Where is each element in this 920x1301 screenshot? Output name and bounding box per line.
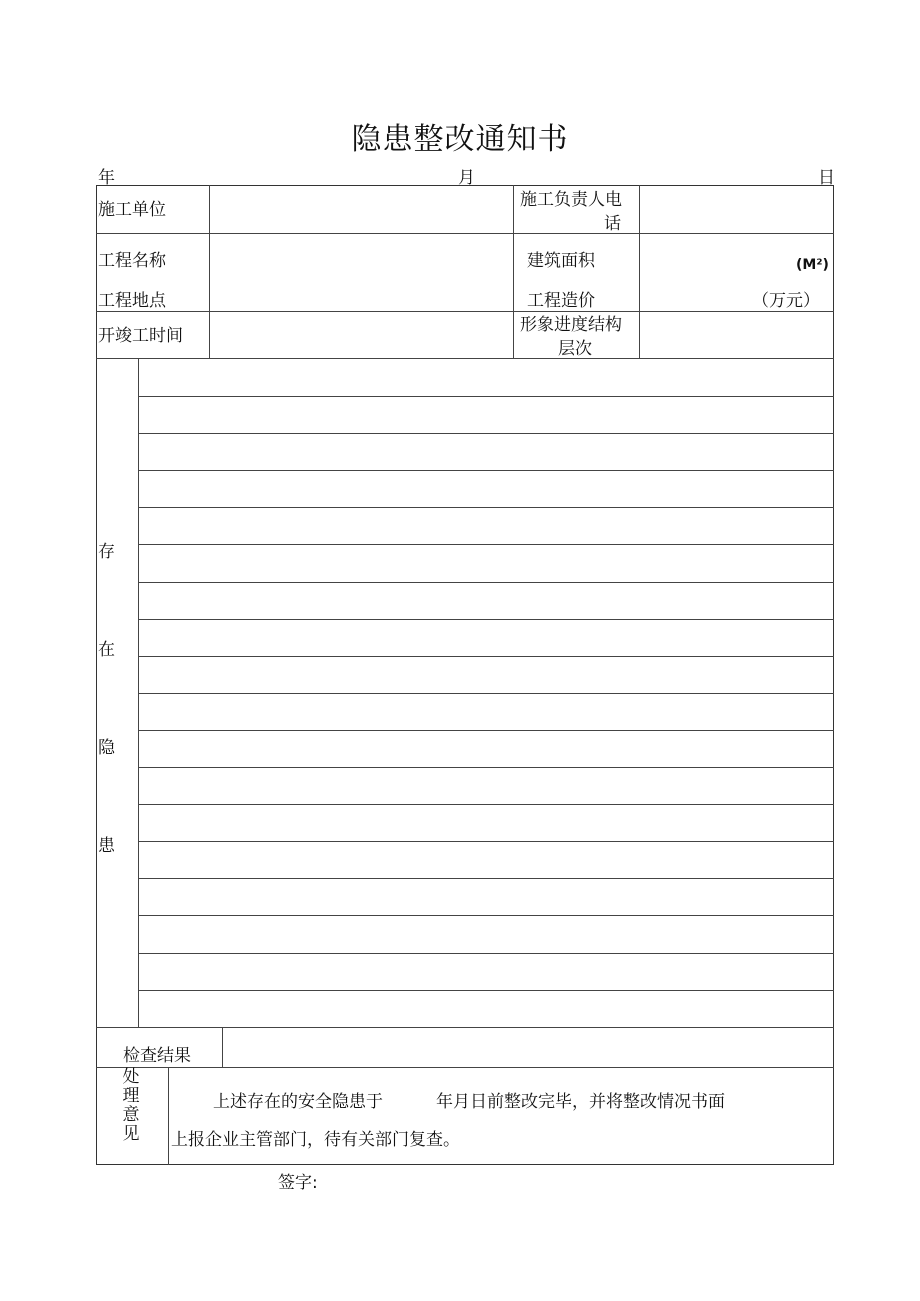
date-day-label: 日 xyxy=(818,168,835,188)
handling-label-char: 处 xyxy=(122,1067,140,1087)
hazard-rule-line xyxy=(138,544,834,545)
hazard-rule-line xyxy=(138,878,834,879)
hazard-rule-line xyxy=(138,433,834,434)
column-divider xyxy=(222,1027,223,1067)
construction-unit-label: 施工单位 xyxy=(98,200,166,220)
hazard-rule-line xyxy=(138,619,834,620)
area-unit-label: (M²) xyxy=(796,257,829,273)
hazard-rule-line xyxy=(138,990,834,991)
handling-label-char: 见 xyxy=(122,1124,140,1144)
handling-label-char: 理 xyxy=(122,1086,140,1106)
project-cost-label: 工程造价 xyxy=(527,291,595,311)
hazard-rule-line xyxy=(138,767,834,768)
hazard-rule-line xyxy=(138,730,834,731)
project-location-field[interactable] xyxy=(211,277,511,310)
responsible-phone-label-line2: 话 xyxy=(604,214,621,234)
row-divider xyxy=(96,1067,834,1068)
hazard-rule-line xyxy=(138,953,834,954)
row-divider xyxy=(96,1027,834,1028)
row-divider xyxy=(96,233,834,234)
page-title: 隐患整改通知书 xyxy=(351,122,569,157)
inspection-result-field[interactable] xyxy=(224,1029,832,1066)
handling-label-char: 意 xyxy=(122,1105,140,1125)
inspection-result-label: 检查结果 xyxy=(123,1046,191,1066)
column-divider xyxy=(513,185,514,358)
construction-unit-field[interactable] xyxy=(211,188,511,231)
project-location-label: 工程地点 xyxy=(98,291,166,311)
hazard-rule-line xyxy=(138,693,834,694)
hazards-label-char: 存 xyxy=(98,542,115,562)
start-end-time-label: 开竣工时间 xyxy=(98,326,183,346)
date-year-label: 年 xyxy=(98,168,115,188)
hazard-rule-line xyxy=(138,915,834,916)
project-name-field[interactable] xyxy=(211,235,511,275)
hazards-label-char: 患 xyxy=(98,836,115,856)
handling-text-line2: 上报企业主管部门，待有关部门复查。 xyxy=(171,1130,460,1150)
responsible-phone-field[interactable] xyxy=(641,188,832,231)
row-divider xyxy=(96,358,834,359)
hazard-rule-line xyxy=(138,841,834,842)
hazard-rule-line xyxy=(138,507,834,508)
handling-text-part1: 上述存在的安全隐患于 xyxy=(213,1092,383,1112)
column-divider xyxy=(639,185,640,358)
project-cost-field[interactable] xyxy=(641,277,751,310)
hazard-rule-line xyxy=(138,470,834,471)
building-area-label: 建筑面积 xyxy=(527,251,595,271)
handling-text-part2: 年月日前整改完毕，并将整改情况书面 xyxy=(436,1092,725,1112)
start-end-time-field[interactable] xyxy=(211,313,511,357)
progress-label-line2: 层次 xyxy=(558,339,592,359)
hazard-rule-line xyxy=(138,582,834,583)
hazard-rule-line xyxy=(138,804,834,805)
progress-field[interactable] xyxy=(641,313,832,357)
hazards-label-char: 隐 xyxy=(98,738,115,758)
column-divider xyxy=(209,185,210,358)
hazard-rule-line xyxy=(138,396,834,397)
responsible-phone-label: 施工负责人电 xyxy=(520,190,622,210)
hazard-rule-line xyxy=(138,656,834,657)
date-month-label: 月 xyxy=(458,168,475,188)
hazards-label-char: 在 xyxy=(98,640,115,660)
project-name-label: 工程名称 xyxy=(98,251,166,271)
row-divider xyxy=(96,311,834,312)
cost-unit-label: （万元） xyxy=(752,291,820,311)
progress-label: 形象进度结构 xyxy=(520,315,622,335)
signature-label: 签字: xyxy=(278,1173,318,1193)
column-divider xyxy=(168,1067,169,1165)
building-area-field[interactable] xyxy=(641,235,791,275)
